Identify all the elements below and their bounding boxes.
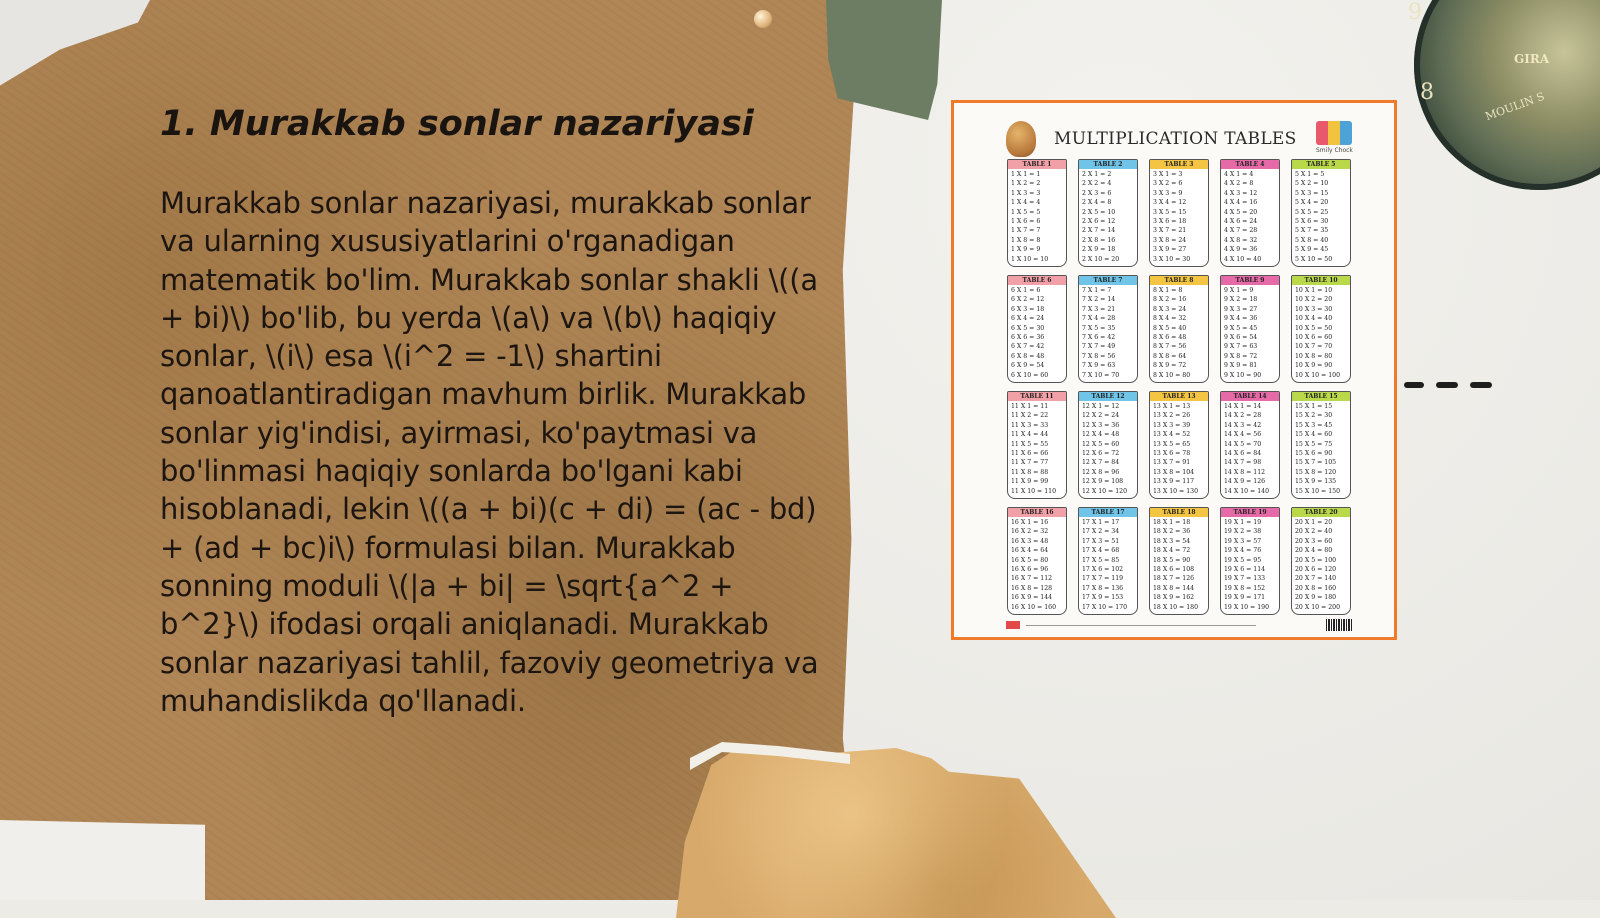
table-line: 19 X 5 = 95 (1224, 556, 1262, 564)
table-line: 18 X 8 = 144 (1153, 584, 1195, 592)
table-line: 14 X 8 = 112 (1224, 468, 1266, 476)
table-line: 11 X 10 = 110 (1011, 487, 1057, 495)
table-line: 4 X 2 = 8 (1224, 180, 1254, 188)
table-line: 13 X 4 = 52 (1153, 431, 1191, 439)
clock-label: GIRA (1514, 52, 1550, 66)
table-line: 1 X 7 = 7 (1011, 227, 1041, 235)
table-line: 3 X 3 = 9 (1153, 189, 1183, 197)
table-line: 17 X 2 = 34 (1082, 528, 1120, 536)
table-line: 19 X 3 = 57 (1224, 537, 1262, 545)
table-line: 16 X 8 = 128 (1011, 584, 1053, 592)
table-line: 4 X 4 = 16 (1224, 199, 1258, 207)
table-line: 4 X 9 = 36 (1224, 246, 1258, 254)
table-line: 4 X 6 = 24 (1224, 218, 1258, 226)
table-line: 6 X 8 = 48 (1011, 352, 1045, 360)
table-line: 11 X 5 = 55 (1011, 440, 1049, 448)
table-line: 13 X 1 = 13 (1153, 403, 1191, 410)
multiplication-tables-image (951, 100, 1397, 640)
table-line: 11 X 3 = 33 (1011, 421, 1049, 429)
table-line: 8 X 6 = 48 (1153, 334, 1187, 342)
table-line: 8 X 7 = 56 (1153, 343, 1187, 351)
table-card (1291, 159, 1351, 267)
table-line: 6 X 9 = 54 (1011, 362, 1045, 370)
clock-number: 8 (1420, 80, 1434, 105)
poster-title: MULTIPLICATION TABLES (1054, 129, 1297, 149)
table-line: 11 X 9 = 99 (1011, 478, 1049, 486)
table-line: 3 X 1 = 3 (1153, 171, 1183, 178)
table-line: 5 X 2 = 10 (1295, 180, 1329, 188)
table-line: 15 X 1 = 15 (1295, 403, 1333, 410)
table-line: 6 X 5 = 30 (1011, 324, 1045, 332)
table-line: 7 X 6 = 42 (1082, 334, 1116, 342)
table-line: 14 X 10 = 140 (1224, 487, 1270, 495)
table-line: 3 X 10 = 30 (1153, 255, 1191, 263)
table-line: 20 X 5 = 100 (1295, 556, 1337, 564)
table-line: 10 X 4 = 40 (1295, 315, 1333, 323)
table-card-header: TABLE 12 (1079, 392, 1137, 401)
poster-footer (1006, 619, 1352, 631)
table-line: 6 X 4 = 24 (1011, 315, 1045, 323)
table-line: 12 X 5 = 60 (1082, 440, 1120, 448)
table-card (1220, 391, 1280, 499)
torn-paper-bottom-left (0, 820, 205, 900)
table-card (1149, 275, 1209, 383)
table-card-header: TABLE 13 (1150, 392, 1208, 401)
table-line: 14 X 1 = 14 (1224, 403, 1262, 410)
table-line: 12 X 1 = 12 (1082, 403, 1120, 410)
table-line: 6 X 7 = 42 (1011, 343, 1045, 351)
table-line: 15 X 7 = 105 (1295, 459, 1337, 467)
table-line: 1 X 10 = 10 (1011, 255, 1049, 263)
table-line: 10 X 1 = 10 (1295, 287, 1333, 294)
mascot-icon (1006, 121, 1036, 157)
table-card (1078, 391, 1138, 499)
table-card-header: TABLE 20 (1292, 508, 1350, 517)
table-card-header: TABLE 10 (1292, 276, 1350, 285)
table-card (1291, 507, 1351, 615)
table-line: 7 X 10 = 70 (1082, 371, 1120, 379)
table-line: 7 X 5 = 35 (1082, 324, 1116, 332)
table-line: 5 X 3 = 15 (1295, 189, 1329, 197)
table-line: 14 X 2 = 28 (1224, 412, 1262, 420)
table-line: 13 X 10 = 130 (1153, 487, 1199, 495)
table-line: 17 X 10 = 170 (1082, 603, 1128, 611)
table-line: 16 X 10 = 160 (1011, 603, 1057, 611)
table-line: 10 X 10 = 100 (1295, 371, 1341, 379)
clock-label: MOULIN S (1483, 89, 1547, 124)
table-card (1007, 391, 1067, 499)
table-line: 8 X 9 = 72 (1153, 362, 1187, 370)
table-line: 19 X 6 = 114 (1224, 566, 1266, 574)
table-line: 16 X 1 = 16 (1011, 519, 1049, 526)
table-card-header: TABLE 3 (1150, 160, 1208, 169)
table-line: 10 X 6 = 60 (1295, 334, 1333, 342)
table-line: 2 X 7 = 14 (1082, 227, 1116, 235)
table-line: 17 X 8 = 136 (1082, 584, 1124, 592)
table-card (1007, 507, 1067, 615)
table-line: 5 X 1 = 5 (1295, 171, 1325, 178)
table-line: 15 X 6 = 90 (1295, 450, 1333, 458)
table-line: 5 X 5 = 25 (1295, 208, 1329, 216)
table-line: 9 X 5 = 45 (1224, 324, 1258, 332)
table-line: 14 X 7 = 98 (1224, 459, 1262, 467)
table-line: 18 X 6 = 108 (1153, 566, 1195, 574)
table-card-header: TABLE 8 (1150, 276, 1208, 285)
clock-number: 9 (1408, 0, 1422, 25)
table-line: 1 X 6 = 6 (1011, 218, 1041, 226)
table-line: 1 X 1 = 1 (1011, 171, 1041, 178)
table-card-header: TABLE 6 (1008, 276, 1066, 285)
table-card (1149, 159, 1209, 267)
table-line: 2 X 4 = 8 (1082, 199, 1112, 207)
push-pin-icon (754, 10, 772, 28)
table-line: 20 X 6 = 120 (1295, 566, 1337, 574)
table-line: 1 X 9 = 9 (1011, 246, 1041, 254)
table-line: 14 X 4 = 56 (1224, 431, 1262, 439)
table-line: 5 X 6 = 30 (1295, 218, 1329, 226)
table-card (1149, 391, 1209, 499)
table-line: 4 X 1 = 4 (1224, 171, 1254, 178)
table-line: 11 X 4 = 44 (1011, 431, 1049, 439)
table-card (1149, 507, 1209, 615)
table-line: 7 X 1 = 7 (1082, 287, 1112, 294)
table-line: 4 X 7 = 28 (1224, 227, 1258, 235)
table-line: 16 X 2 = 32 (1011, 528, 1049, 536)
table-line: 10 X 8 = 80 (1295, 352, 1333, 360)
table-line: 9 X 4 = 36 (1224, 315, 1258, 323)
table-line: 3 X 2 = 6 (1153, 180, 1183, 188)
table-line: 8 X 10 = 80 (1153, 371, 1191, 379)
table-card-header: TABLE 2 (1079, 160, 1137, 169)
table-line: 13 X 6 = 78 (1153, 450, 1191, 458)
table-line: 17 X 4 = 68 (1082, 547, 1120, 555)
table-line: 18 X 1 = 18 (1153, 519, 1191, 526)
table-line: 16 X 9 = 144 (1011, 594, 1053, 602)
table-line: 12 X 9 = 108 (1082, 478, 1124, 486)
table-card (1220, 159, 1280, 267)
table-card-header: TABLE 19 (1221, 508, 1279, 517)
table-line: 2 X 8 = 16 (1082, 236, 1116, 244)
table-line: 2 X 6 = 12 (1082, 218, 1116, 226)
table-line: 6 X 10 = 60 (1011, 371, 1049, 379)
table-line: 2 X 1 = 2 (1082, 171, 1112, 178)
table-line: 1 X 3 = 3 (1011, 189, 1041, 197)
table-line: 13 X 2 = 26 (1153, 412, 1191, 420)
table-line: 10 X 2 = 20 (1295, 296, 1333, 304)
table-card (1078, 275, 1138, 383)
table-card-header: TABLE 1 (1008, 160, 1066, 169)
table-line: 15 X 5 = 75 (1295, 440, 1333, 448)
table-line: 8 X 1 = 8 (1153, 287, 1183, 294)
table-card (1291, 275, 1351, 383)
table-line: 17 X 5 = 85 (1082, 556, 1120, 564)
table-line: 2 X 5 = 10 (1082, 208, 1116, 216)
table-line: 4 X 3 = 12 (1224, 189, 1258, 197)
slide-body-text: Murakkab sonlar nazariyasi, murakkab sonlar va ularning xususiyatlarini o'rganadigan matematik bo'lim. Murakkab sonlar shakli \((a + bi)\) bo'lib, bu yerda \(a\) va \(b\) haqiqiy sonlar, \(i\) esa \(i^2 = -1\) shartini qanoatlantiradigan mavhum birlik. Murakkab sonlar yig'indisi, ayirmasi, ko'paytmasi va bo'linmasi haqiqiy sonlarda bo'lgani kabi hisoblanadi, lekin \((a + bi)(c + di) = (ac - bd) + (ad + bc)i\) formulasi bilan. Murakkab sonning moduli \(|a + bi| = \sqrt{a^2 + b^2}\) ifodasi orqali aniqlanadi. Murakkab sonlar nazariyasi tahlil, fazoviy geometriya va muhandislikda qo'llanadi. (160, 186, 819, 718)
table-line: 19 X 9 = 171 (1224, 594, 1266, 602)
table-line: 12 X 7 = 84 (1082, 459, 1120, 467)
table-line: 18 X 3 = 54 (1153, 537, 1191, 545)
table-line: 12 X 2 = 24 (1082, 412, 1120, 420)
poster-header (954, 121, 1394, 161)
table-line: 16 X 4 = 64 (1011, 547, 1049, 555)
table-line: 12 X 4 = 48 (1082, 431, 1120, 439)
table-line: 20 X 3 = 60 (1295, 537, 1333, 545)
brand-logo-icon (1316, 121, 1352, 145)
table-line: 10 X 5 = 50 (1295, 324, 1333, 332)
table-line: 1 X 4 = 4 (1011, 199, 1041, 207)
barcode-icon (1326, 619, 1352, 631)
table-line: 8 X 5 = 40 (1153, 324, 1187, 332)
table-line: 9 X 10 = 90 (1224, 371, 1262, 379)
table-card (1007, 275, 1067, 383)
table-line: 17 X 3 = 51 (1082, 537, 1120, 545)
table-line: 9 X 9 = 81 (1224, 362, 1258, 370)
table-line: 20 X 10 = 200 (1295, 603, 1341, 611)
table-card (1078, 159, 1138, 267)
table-line: 19 X 2 = 38 (1224, 528, 1262, 536)
footer-line (1026, 625, 1256, 626)
table-line: 2 X 3 = 6 (1082, 189, 1112, 197)
table-line: 7 X 8 = 56 (1082, 352, 1116, 360)
table-line: 2 X 9 = 18 (1082, 246, 1116, 254)
table-line: 13 X 7 = 91 (1153, 459, 1191, 467)
table-card-header: TABLE 18 (1150, 508, 1208, 517)
table-card-header: TABLE 14 (1221, 392, 1279, 401)
publisher-logo-icon (1006, 621, 1020, 629)
table-line: 12 X 8 = 96 (1082, 468, 1120, 476)
table-line: 4 X 8 = 32 (1224, 236, 1258, 244)
table-card (1220, 275, 1280, 383)
table-line: 2 X 2 = 4 (1082, 180, 1112, 188)
table-line: 15 X 4 = 60 (1295, 431, 1333, 439)
table-line: 20 X 8 = 160 (1295, 584, 1337, 592)
table-line: 5 X 10 = 50 (1295, 255, 1333, 263)
table-line: 7 X 2 = 14 (1082, 296, 1116, 304)
table-line: 15 X 3 = 45 (1295, 421, 1333, 429)
table-line: 18 X 5 = 90 (1153, 556, 1191, 564)
tables-grid (1007, 159, 1351, 615)
table-line: 3 X 7 = 21 (1153, 227, 1187, 235)
table-line: 19 X 7 = 133 (1224, 575, 1266, 583)
table-line: 12 X 6 = 72 (1082, 450, 1120, 458)
table-line: 18 X 10 = 180 (1153, 603, 1199, 611)
table-line: 12 X 10 = 120 (1082, 487, 1128, 495)
table-line: 11 X 8 = 88 (1011, 468, 1049, 476)
table-line: 18 X 4 = 72 (1153, 547, 1191, 555)
table-line: 19 X 8 = 152 (1224, 584, 1266, 592)
table-line: 3 X 5 = 15 (1153, 208, 1187, 216)
table-card-header: TABLE 5 (1292, 160, 1350, 169)
table-card-header: TABLE 4 (1221, 160, 1279, 169)
table-line: 2 X 10 = 20 (1082, 255, 1120, 263)
table-line: 16 X 7 = 112 (1011, 575, 1053, 583)
table-line: 13 X 5 = 65 (1153, 440, 1191, 448)
table-card (1007, 159, 1067, 267)
table-line: 1 X 2 = 2 (1011, 180, 1041, 188)
table-line: 6 X 1 = 6 (1011, 287, 1041, 294)
table-line: 8 X 2 = 16 (1153, 296, 1187, 304)
table-line: 13 X 9 = 117 (1153, 478, 1195, 486)
table-line: 14 X 5 = 70 (1224, 440, 1262, 448)
table-line: 7 X 3 = 21 (1082, 305, 1116, 313)
table-line: 19 X 10 = 190 (1224, 603, 1270, 611)
table-line: 10 X 9 = 90 (1295, 362, 1333, 370)
table-line: 18 X 2 = 36 (1153, 528, 1191, 536)
table-line: 8 X 3 = 24 (1153, 305, 1187, 313)
table-line: 7 X 9 = 63 (1082, 362, 1116, 370)
table-line: 8 X 8 = 64 (1153, 352, 1187, 360)
table-line: 5 X 4 = 20 (1295, 199, 1329, 207)
table-line: 9 X 1 = 9 (1224, 287, 1254, 294)
table-card-header: TABLE 7 (1079, 276, 1137, 285)
table-line: 5 X 7 = 35 (1295, 227, 1329, 235)
table-line: 3 X 9 = 27 (1153, 246, 1187, 254)
table-line: 11 X 2 = 22 (1011, 412, 1049, 420)
table-line: 4 X 5 = 20 (1224, 208, 1258, 216)
table-line: 3 X 8 = 24 (1153, 236, 1187, 244)
table-card (1220, 507, 1280, 615)
table-line: 9 X 8 = 72 (1224, 352, 1258, 360)
table-line: 6 X 6 = 36 (1011, 334, 1045, 342)
table-line: 9 X 7 = 63 (1224, 343, 1258, 351)
table-line: 13 X 3 = 39 (1153, 421, 1191, 429)
table-card-header: TABLE 11 (1008, 392, 1066, 401)
slide-title: 1. Murakkab sonlar nazariyasi (160, 104, 754, 144)
table-line: 14 X 6 = 84 (1224, 450, 1262, 458)
table-line: 17 X 7 = 119 (1082, 575, 1124, 583)
table-line: 20 X 9 = 180 (1295, 594, 1337, 602)
table-line: 3 X 4 = 12 (1153, 199, 1187, 207)
table-line: 5 X 8 = 40 (1295, 236, 1329, 244)
table-line: 17 X 6 = 102 (1082, 566, 1124, 574)
table-line: 7 X 4 = 28 (1082, 315, 1116, 323)
table-line: 17 X 1 = 17 (1082, 519, 1120, 526)
table-line: 9 X 6 = 54 (1224, 334, 1258, 342)
table-line: 15 X 9 = 135 (1295, 478, 1337, 486)
table-line: 15 X 10 = 150 (1295, 487, 1341, 495)
table-line: 15 X 2 = 30 (1295, 412, 1333, 420)
table-card (1291, 391, 1351, 499)
table-line: 18 X 9 = 162 (1153, 594, 1195, 602)
table-line: 19 X 4 = 76 (1224, 547, 1262, 555)
dash-decoration (1404, 378, 1494, 392)
table-line: 16 X 6 = 96 (1011, 566, 1049, 574)
table-line: 17 X 9 = 153 (1082, 594, 1124, 602)
table-line: 11 X 6 = 66 (1011, 450, 1049, 458)
table-line: 1 X 8 = 8 (1011, 236, 1041, 244)
table-line: 10 X 3 = 30 (1295, 305, 1333, 313)
table-line: 9 X 3 = 27 (1224, 305, 1258, 313)
table-line: 16 X 3 = 48 (1011, 537, 1049, 545)
table-line: 11 X 1 = 11 (1011, 403, 1049, 410)
brand-name: Smily Chock (1316, 147, 1353, 154)
table-line: 15 X 8 = 120 (1295, 468, 1337, 476)
table-card-header: TABLE 17 (1079, 508, 1137, 517)
table-line: 4 X 10 = 40 (1224, 255, 1262, 263)
table-line: 3 X 6 = 18 (1153, 218, 1187, 226)
table-line: 11 X 7 = 77 (1011, 459, 1049, 467)
table-line: 16 X 5 = 80 (1011, 556, 1049, 564)
table-line: 7 X 7 = 49 (1082, 343, 1116, 351)
table-line: 10 X 7 = 70 (1295, 343, 1333, 351)
table-line: 19 X 1 = 19 (1224, 519, 1262, 526)
table-line: 14 X 9 = 126 (1224, 478, 1266, 486)
table-line: 8 X 4 = 32 (1153, 315, 1187, 323)
table-line: 5 X 9 = 45 (1295, 246, 1329, 254)
table-line: 20 X 7 = 140 (1295, 575, 1337, 583)
table-line: 12 X 3 = 36 (1082, 421, 1120, 429)
table-line: 9 X 2 = 18 (1224, 296, 1258, 304)
table-card-header: TABLE 15 (1292, 392, 1350, 401)
table-line: 6 X 3 = 18 (1011, 305, 1045, 313)
table-line: 6 X 2 = 12 (1011, 296, 1045, 304)
table-line: 13 X 8 = 104 (1153, 468, 1195, 476)
table-line: 20 X 1 = 20 (1295, 519, 1333, 526)
table-line: 1 X 5 = 5 (1011, 208, 1041, 216)
table-card-header: TABLE 9 (1221, 276, 1279, 285)
table-line: 20 X 4 = 80 (1295, 547, 1333, 555)
table-line: 14 X 3 = 42 (1224, 421, 1262, 429)
table-card (1078, 507, 1138, 615)
table-line: 18 X 7 = 126 (1153, 575, 1195, 583)
table-card-header: TABLE 16 (1008, 508, 1066, 517)
table-line: 20 X 2 = 40 (1295, 528, 1333, 536)
